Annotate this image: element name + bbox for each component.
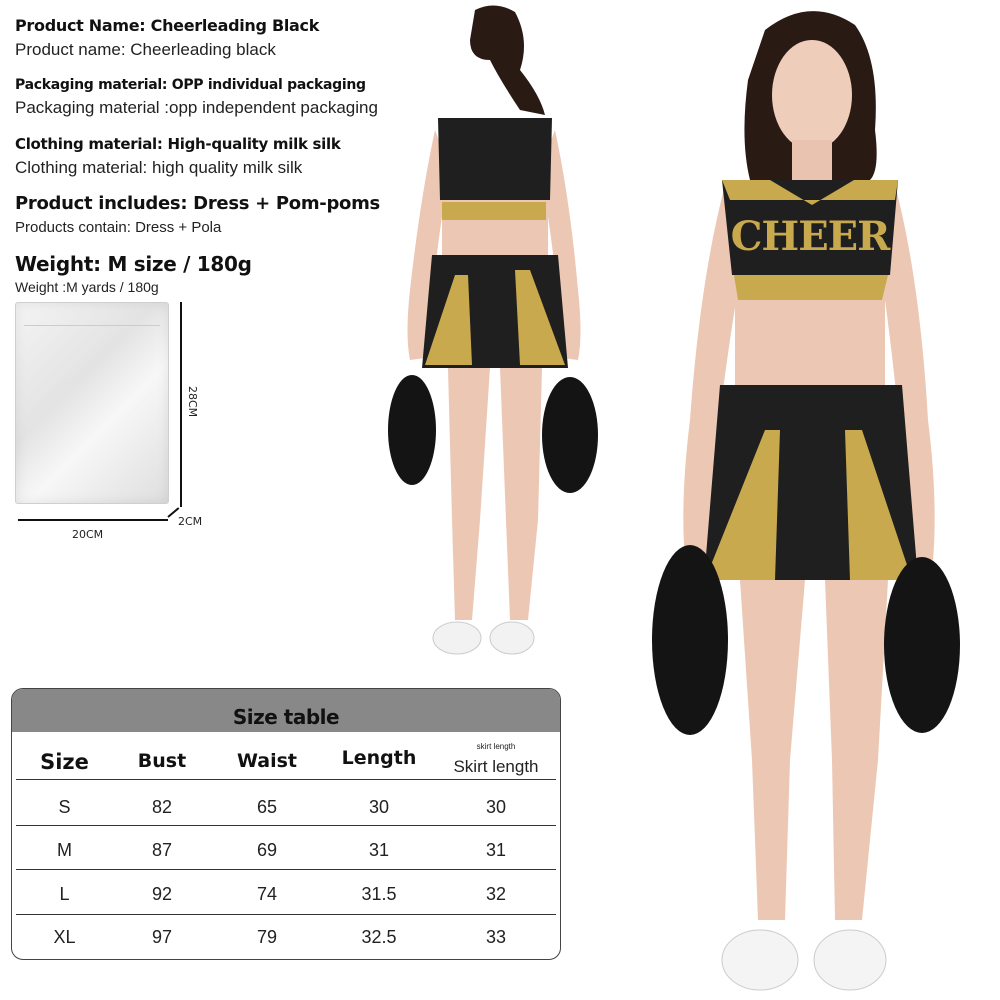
header-waist: Waist	[236, 750, 297, 772]
packaging-bag-image	[15, 302, 169, 504]
size-row-m	[12, 828, 560, 872]
header-size: Size	[40, 750, 89, 774]
size-row-l	[12, 872, 560, 916]
width-dimension-line	[18, 519, 168, 521]
cell-waist: 69	[256, 840, 278, 860]
model-front-view-image	[640, 0, 980, 1000]
row-separator	[16, 869, 556, 870]
height-label: 28CM	[186, 386, 199, 418]
model-back-view-image	[380, 0, 610, 665]
includes-text: Products contain: Dress + Pola	[15, 219, 222, 236]
row-separator	[16, 825, 556, 826]
cell-size: XL	[53, 927, 76, 947]
cell-length: 31	[368, 840, 390, 860]
header-length: Length	[341, 747, 417, 769]
cell-waist: 79	[256, 927, 278, 947]
cell-bust: 97	[151, 927, 173, 947]
cell-length: 30	[368, 797, 390, 817]
cell-skirt-length: 30	[485, 797, 507, 817]
cell-bust: 82	[151, 797, 173, 817]
size-row-s	[12, 785, 560, 829]
top-print-text: CHEER	[730, 213, 890, 260]
cell-size: S	[58, 797, 71, 817]
cell-bust: 92	[151, 884, 173, 904]
product-name-heading: Product Name: Cheerleading Black	[15, 16, 320, 35]
header-bust: Bust	[137, 750, 187, 772]
cell-skirt-length: 33	[485, 927, 507, 947]
header-skirt-length: Skirt length	[453, 757, 539, 776]
size-row-xl	[12, 915, 560, 959]
product-name-text: Product name: Cheerleading black	[15, 40, 276, 59]
width-label: 20CM	[72, 528, 104, 541]
includes-heading: Product includes: Dress + Pom-poms	[15, 193, 380, 214]
cell-skirt-length: 32	[485, 884, 507, 904]
cell-size: M	[57, 840, 72, 860]
weight-heading: Weight: M size / 180g	[15, 252, 252, 276]
cell-waist: 65	[256, 797, 278, 817]
material-text: Clothing material: high quality milk silk	[15, 158, 303, 177]
cell-size: L	[59, 884, 70, 904]
size-table	[11, 688, 561, 960]
packaging-heading: Packaging material: OPP individual packaging	[15, 77, 366, 93]
material-heading: Clothing material: High-quality milk silk	[15, 135, 341, 153]
cell-length: 31.5	[361, 884, 397, 904]
depth-label: 2CM	[178, 515, 203, 528]
weight-text: Weight :M yards / 180g	[15, 279, 159, 295]
cell-skirt-length: 31	[485, 840, 507, 860]
header-skirt-note: skirt length	[476, 742, 516, 751]
cell-waist: 74	[256, 884, 278, 904]
header-separator	[16, 779, 556, 780]
packaging-text: Packaging material :opp independent packaging	[15, 98, 378, 117]
cell-bust: 87	[151, 840, 173, 860]
height-dimension-line	[180, 302, 182, 507]
size-table-header-row	[12, 739, 560, 783]
cell-length: 32.5	[361, 927, 397, 947]
size-table-title: Size table	[12, 689, 560, 732]
